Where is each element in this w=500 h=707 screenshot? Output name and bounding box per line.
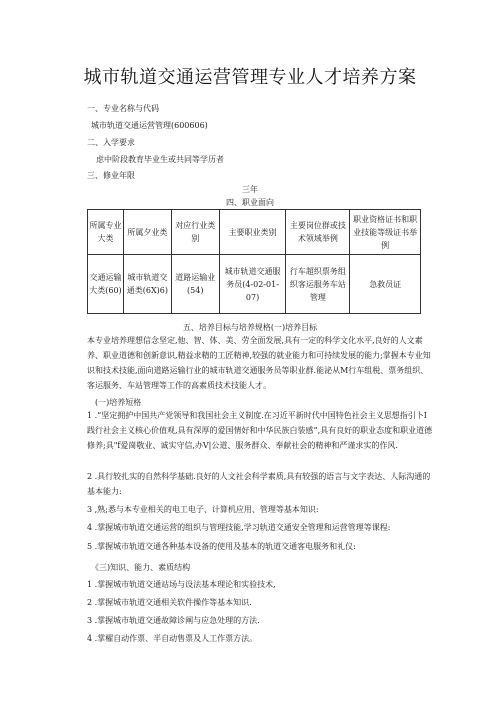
spec-item-3: 3 ,熟;悉与本专业相关的电工电子、计算机应用、管理等基本知识: <box>87 505 319 514</box>
table-cell: 城市轨道交通类(6X)6) <box>123 255 171 314</box>
table-header-cell: 职业资格证书和职业技能等级证书举例 <box>350 210 421 255</box>
table-row <box>88 255 421 314</box>
table-header-cell: 所属专业大类 <box>88 210 124 255</box>
section1-content: 城市轨道交通运营管理(600606) <box>91 121 208 130</box>
spec-item-5: 5 .掌握城市轨道交通各种基本设备的使用及基本的轨道交通客电服务和礼仪: <box>87 542 356 551</box>
table-header-cell: 对应行业类别 <box>171 210 219 255</box>
knowledge-item: 3 .掌握城市轨道交通故障诊阐与应急处理的方法. <box>87 616 260 625</box>
training-goal-paragraph: 本专业培养理想信念坚定,他、智、体、美、劳全面发展,具有一定的科学文化水平,良好的人文素养、职业道德和创新意识,精益求精的工匠精神,较强的就业能力和可持续发展的能力;掌握本专业知识和技术技能,面向道路运输行业的城市轨道交通服务员等职业群.能泌从M行车组税、票务组织、客运服务、车站管理等工作的高素质技术技能人才。 <box>87 336 431 390</box>
table-cell: 急救员证 <box>350 255 421 314</box>
spec-item-1: 1 .“坚定拥护中国共产党领导和我国社会主义制度.在习近平新时代中国特色社会主义思想指引卜I践行社会主义核心价值观,具有深厚的爱国情好和中华民族白装感”,具有良好的职业态度和职业道德修养;具"f爱崗敬业、诚实守信,办V|公道、服务群众、奉献社会的精神和严谨求实的作风. <box>87 411 433 450</box>
spec-item-4: 4 .掌握城市轨道交通运营的组织与管理技能,学习轨道交通安全管理和运营管理等课程: <box>87 523 391 532</box>
knowledge-item: 4 .掌櫂自动作票、半自动售票及人工作票方法。 <box>87 634 258 643</box>
section3-heading: 三、修业年限 <box>87 171 135 180</box>
section2-heading: 二、入学要求 <box>87 138 135 147</box>
section4-heading: 四、职业面向 <box>226 198 274 207</box>
knowledge-item: 2 .掌握城市轨道交通相关软件操作等基本知识. <box>87 598 252 607</box>
section2-content: 虑中阶段教育毕业生或共同等学历者 <box>96 155 224 164</box>
section5-heading: 五、培养目标与培养规格(一)培养目标 <box>182 323 318 332</box>
table-cell: 城市轨道交通服务员(4-02-01-07) <box>219 255 286 314</box>
section3-content: 三年 <box>242 185 258 194</box>
table-header-cell: 所属夕业类 <box>123 210 171 255</box>
section1-heading: 一、专业名称与代码 <box>87 104 159 113</box>
knowledge-heading: 《三)知识、能力、素质结构 <box>91 563 191 572</box>
table-cell: 道路运输业(54) <box>171 255 219 314</box>
table-header-cell: 主要职业类别 <box>219 210 286 255</box>
spec-heading: (一)培养短格 <box>95 398 142 407</box>
document-title: 城市轨道交通运营管理专业人才培养方案 <box>83 67 417 88</box>
career-table <box>87 209 421 314</box>
table-cell: 行车超织票务组织客运服务车站管理 <box>286 255 350 314</box>
table-cell: 交通运输大类(60) <box>88 255 124 314</box>
spec-item-2: 2 .具行较扎实的自然科学基础.良好的人文社会科学素质,具有较强的语言与文字表达、人际沟通的基本能力: <box>87 472 431 496</box>
table-header-cell: 主要岗位群或技术领域举例 <box>286 210 350 255</box>
knowledge-item: 1 .掌握城市轨道交通站场与设法基本理论和实验技术, <box>87 580 276 589</box>
table-header-row <box>88 210 421 255</box>
